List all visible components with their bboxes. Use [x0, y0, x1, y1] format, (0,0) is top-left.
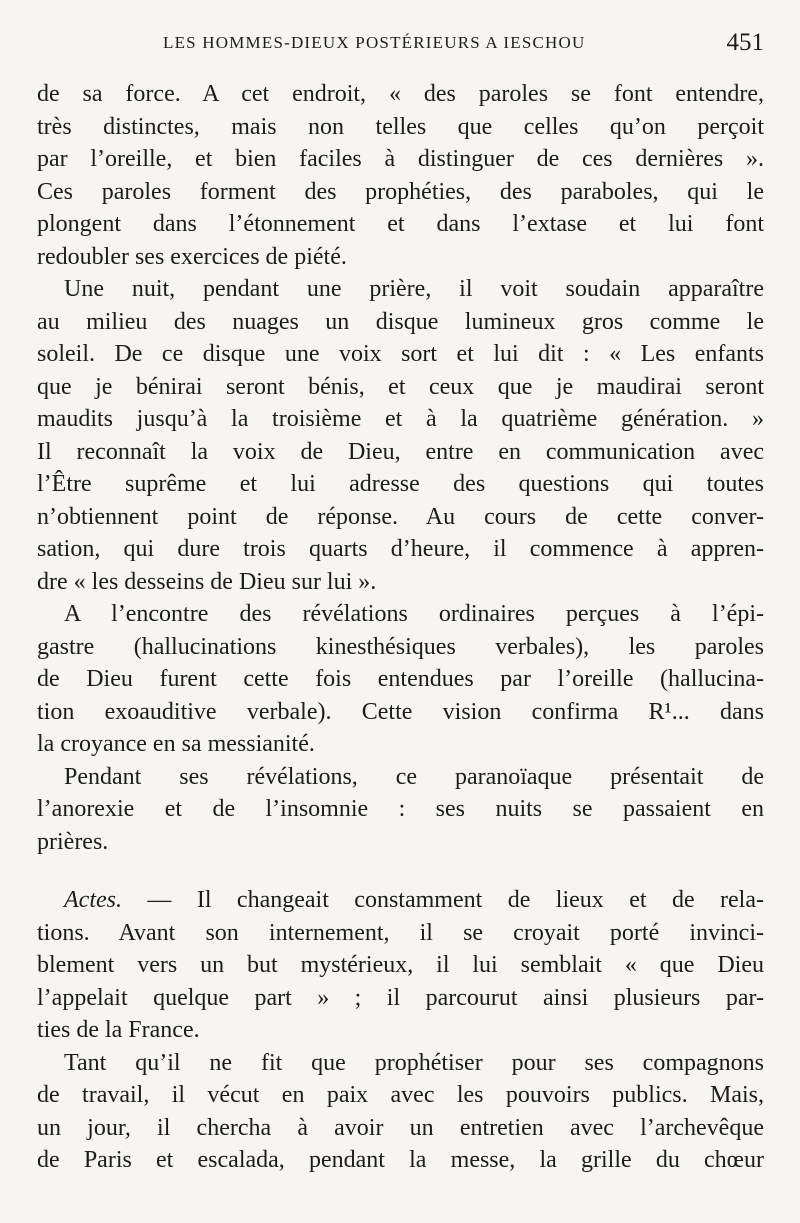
text-line: l’appelait quelque part » ; il parcourut ainsi plusieurs par- — [37, 984, 764, 1011]
body-text — [37, 78, 764, 1177]
text-line: très distinctes, mais non telles que celles qu’on perçoit — [37, 113, 764, 140]
text-line: tion exoauditive verbale). Cette vision confirma R¹... dans — [37, 698, 764, 725]
text-line: Ces paroles forment des prophéties, des paraboles, qui le — [37, 178, 764, 205]
paragraph-gap — [37, 858, 764, 884]
text-line: de travail, il vécut en paix avec les pouvoirs publics. Mais, — [37, 1082, 764, 1108]
text-line: l’Être suprême et lui adresse des questions qui toutes — [37, 471, 764, 497]
text-line: tions. Avant son internement, il se croyait porté invinci- — [37, 919, 764, 946]
text-line: Il reconnaît la voix de Dieu, entre en communication avec — [37, 438, 764, 465]
text-line: gastre (hallucinations kinesthésiques verbales), les paroles — [37, 633, 764, 660]
text-line: par l’oreille, et bien faciles à distinguer de ces dernières ». — [37, 146, 764, 172]
text-line: l’anorexie et de l’insomnie : ses nuits se passaient en — [37, 796, 764, 822]
running-title: LES HOMMES-DIEUX POSTÉRIEURS A IESCHOU — [163, 33, 586, 52]
text-line: de Dieu furent cette fois entendues par l’oreille (hallucina- — [37, 666, 764, 692]
text-line: de sa force. A cet endroit, « des paroles se font entendre, — [37, 81, 764, 107]
text-line: que je bénirai seront bénis, et ceux que je maudirai seront — [37, 373, 764, 400]
text-line: A l’encontre des révélations ordinaires perçues à l’épi- — [64, 601, 764, 627]
text-line: au milieu des nuages un disque lumineux gros comme le — [37, 308, 764, 335]
text-line: ties de la France. — [37, 1017, 200, 1043]
text-line: un jour, il chercha à avoir un entretien avec l’archevêque — [37, 1114, 764, 1141]
page-number: 451 — [726, 29, 764, 56]
text-line: redoubler ses exercices de piété. — [37, 243, 347, 270]
text-line: dre « les desseins de Dieu sur lui ». — [37, 568, 377, 595]
text-line: n’obtiennent point de réponse. Au cours de cette conver- — [37, 503, 764, 530]
text-line: Pendant ses révélations, ce paranoïaque présentait de — [64, 763, 764, 790]
text-line: soleil. De ce disque une voix sort et lui dit : « Les enfants — [37, 341, 764, 367]
text-line: Tant qu’il ne fit que prophétiser pour ses compagnons — [64, 1049, 764, 1076]
text-line: blement vers un but mystérieux, il lui semblait « que Dieu — [37, 952, 764, 978]
section-label: Actes. — [64, 887, 122, 913]
running-head — [0, 29, 800, 59]
text-line: maudits jusqu’à la troisième et à la quatrième génération. » — [37, 406, 764, 432]
text-line: Une nuit, pendant une prière, il voit soudain apparaître — [64, 276, 764, 302]
text-line: Actes. — Il changeait constamment de lieux et de rela- — [64, 887, 764, 913]
text-line: sation, qui dure trois quarts d’heure, il commence à appren- — [37, 536, 764, 562]
text-line: la croyance en sa messianité. — [37, 731, 315, 757]
text-line: plongent dans l’étonnement et dans l’extase et lui font — [37, 211, 764, 237]
text-line: de Paris et escalada, pendant la messe, la grille du chœur — [37, 1147, 764, 1173]
text-line: prières. — [37, 828, 109, 855]
